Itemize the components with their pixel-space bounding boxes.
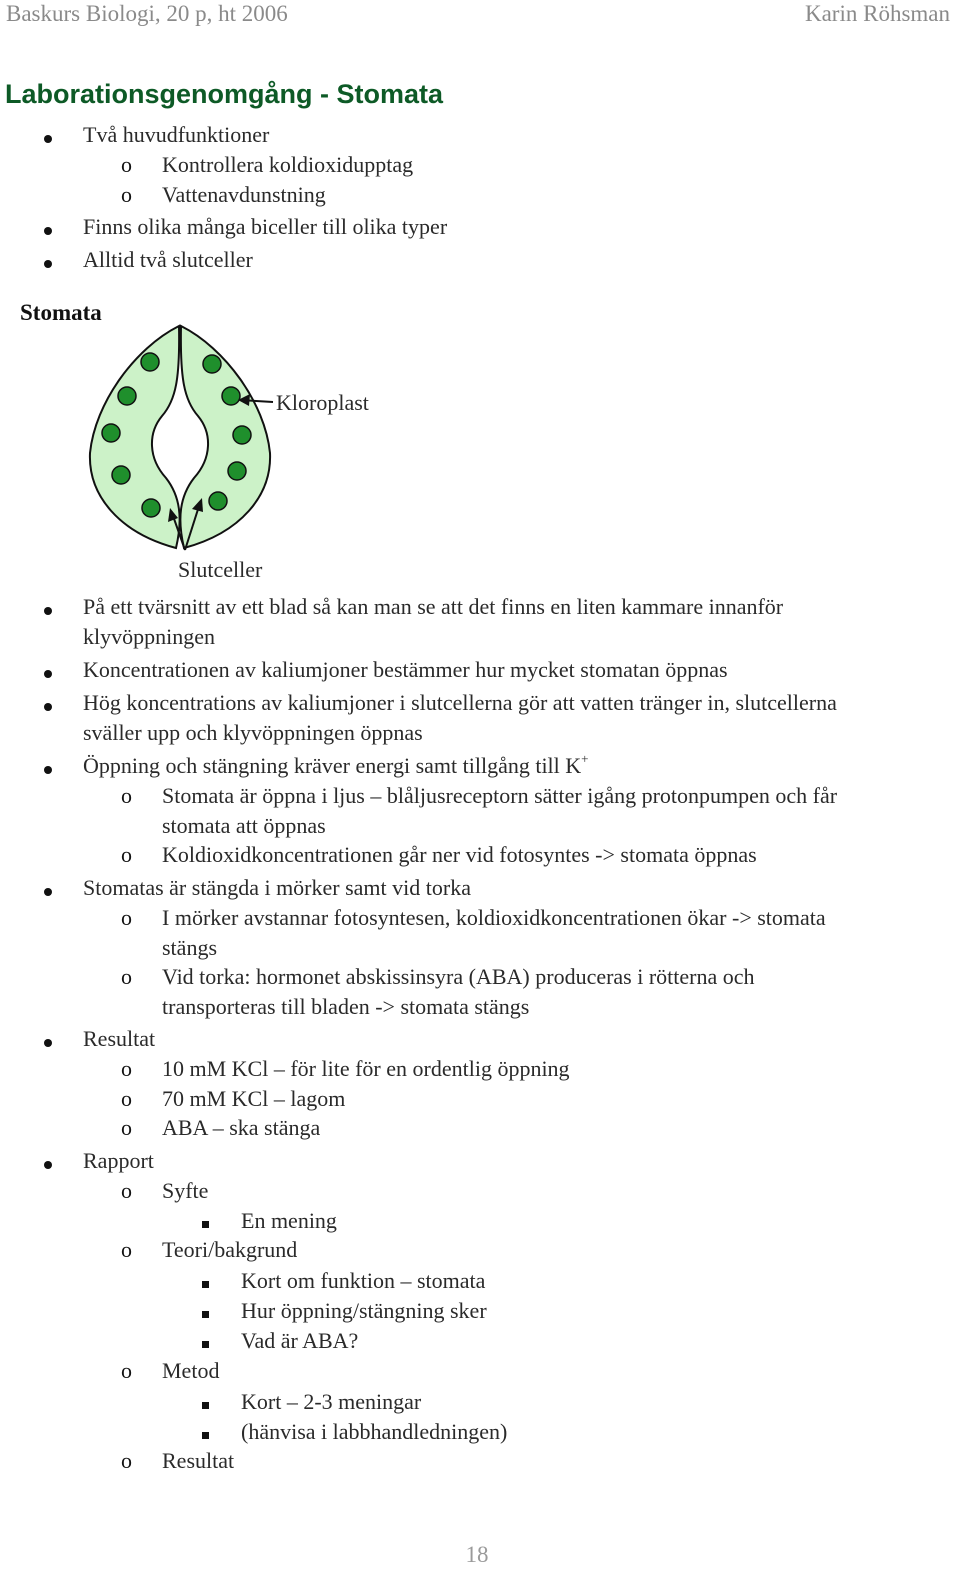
- list-item: Två huvudfunktioner: [83, 122, 270, 147]
- bullet-icon: [44, 656, 52, 686]
- list-item: I mörker avstannar fotosyntesen, koldioxidkoncentrationen ökar -> stomata: [162, 905, 826, 930]
- chloroplast-icon: [222, 387, 240, 405]
- list-item: Hög koncentrations av kaliumjoner i slutcellerna gör att vatten tränger in, slutcellerna: [83, 690, 837, 715]
- square-bullet-icon: [202, 1266, 209, 1296]
- chloroplast-icon: [233, 426, 251, 444]
- square-bullet-icon: [202, 1326, 209, 1356]
- list-item-text: Öppning och stängning kräver energi samt tillgång till K: [83, 753, 582, 778]
- list-item: Stomatas är stängda i mörker samt vid torka: [83, 875, 471, 900]
- bullet-icon: [44, 1147, 52, 1177]
- list-item: Resultat: [162, 1448, 235, 1473]
- list-item: Kort – 2-3 meningar: [241, 1389, 422, 1414]
- list-item: 10 mM KCl – för lite för en ordentlig öppning: [162, 1056, 570, 1081]
- sub-bullet-marker: o: [121, 1178, 132, 1203]
- chloroplast-icon: [112, 466, 130, 484]
- list-item: Stomata är öppna i ljus – blåljusreceptorn sätter igång protonpumpen och får: [162, 783, 838, 808]
- chloroplast-icon: [118, 387, 136, 405]
- list-item: Metod: [162, 1358, 220, 1383]
- bullet-icon: [44, 593, 52, 623]
- bullet-icon: [44, 689, 52, 719]
- list-item: Kort om funktion – stomata: [241, 1268, 486, 1293]
- list-item: Resultat: [83, 1026, 156, 1051]
- stomata-diagram: [80, 318, 410, 588]
- chloroplast-icon: [141, 353, 159, 371]
- diagram-heading: Stomata: [20, 300, 102, 325]
- chloroplast-icon: [203, 355, 221, 373]
- label-guard-cells: Slutceller: [178, 557, 263, 582]
- bullet-icon: [44, 1025, 52, 1055]
- list-item: 70 mM KCl – lagom: [162, 1086, 346, 1111]
- square-bullet-icon: [202, 1387, 209, 1417]
- list-item: På ett tvärsnitt av ett blad så kan man se att det finns en liten kammare innanför: [83, 594, 784, 619]
- square-bullet-icon: [202, 1206, 209, 1236]
- page-number: 18: [465, 1542, 489, 1567]
- list-item: Alltid två slutceller: [83, 247, 253, 272]
- list-item: Koldioxidkoncentrationen går ner vid fotosyntes -> stomata öppnas: [162, 842, 757, 867]
- bullet-icon: [44, 752, 52, 782]
- list-item-continuation: stängs: [162, 935, 217, 960]
- sub-bullet-marker: o: [121, 1086, 132, 1111]
- bullet-icon: [44, 121, 52, 151]
- bullet-icon: [44, 874, 52, 904]
- header-author: Karin Röhsman: [804, 1, 950, 26]
- list-item: Syfte: [162, 1178, 209, 1203]
- sub-bullet-marker: o: [121, 1056, 132, 1081]
- sub-bullet-marker: o: [121, 1448, 132, 1473]
- list-item: Finns olika många biceller till olika typer: [83, 214, 448, 239]
- sub-bullet-marker: o: [121, 1237, 132, 1262]
- list-item: Vad är ABA?: [241, 1328, 359, 1353]
- chloroplast-icon: [102, 424, 120, 442]
- sub-bullet-marker: o: [121, 152, 132, 177]
- guard-cell-right: [180, 326, 270, 548]
- sub-bullet-marker: o: [121, 1358, 132, 1383]
- sub-bullet-marker: o: [121, 1115, 132, 1140]
- header-course: Baskurs Biologi, 20 p, ht 2006: [6, 1, 288, 26]
- list-item-continuation: transporteras till bladen -> stomata stängs: [162, 994, 530, 1019]
- square-bullet-icon: [202, 1296, 209, 1326]
- list-item: Kontrollera koldioxidupptag: [162, 152, 414, 177]
- bullet-icon: [44, 213, 52, 243]
- list-item: Vid torka: hormonet abskissinsyra (ABA) produceras i rötterna och: [162, 964, 755, 989]
- chloroplast-icon: [228, 462, 246, 480]
- sub-bullet-marker: o: [121, 182, 132, 207]
- chloroplast-icon: [209, 492, 227, 510]
- list-item: ABA – ska stänga: [162, 1115, 321, 1140]
- chloroplast-icon: [142, 499, 160, 517]
- list-item-continuation: sväller upp och klyvöppningen öppnas: [83, 720, 423, 745]
- label-chloroplast: Kloroplast: [276, 390, 369, 415]
- list-item: En mening: [241, 1208, 337, 1233]
- sub-bullet-marker: o: [121, 783, 132, 808]
- list-item: Hur öppning/stängning sker: [241, 1298, 487, 1323]
- list-item: Rapport: [83, 1148, 154, 1173]
- list-item: Koncentrationen av kaliumjoner bestämmer hur mycket stomatan öppnas: [83, 657, 728, 682]
- sub-bullet-marker: o: [121, 842, 132, 867]
- list-item-continuation: klyvöppningen: [83, 624, 215, 649]
- list-item: [83, 751, 589, 781]
- page-title: Laborationsgenomgång - Stomata: [5, 79, 444, 109]
- sub-bullet-marker: o: [121, 905, 132, 930]
- sub-bullet-marker: o: [121, 964, 132, 989]
- list-item: Teori/bakgrund: [162, 1237, 298, 1262]
- superscript-plus: +: [581, 750, 589, 766]
- square-bullet-icon: [202, 1417, 209, 1447]
- list-item: Vattenavdunstning: [162, 182, 326, 207]
- list-item-continuation: stomata att öppnas: [162, 813, 326, 838]
- bullet-icon: [44, 246, 52, 276]
- list-item: (hänvisa i labbhandledningen): [241, 1419, 508, 1444]
